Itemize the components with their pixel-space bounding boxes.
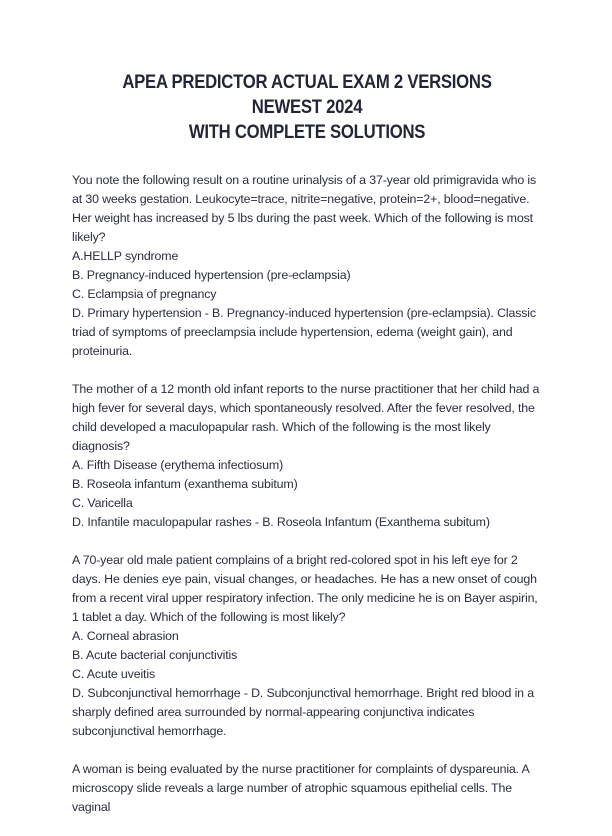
title-line-2: WITH COMPLETE SOLUTIONS [188,122,426,143]
title-line-1: APEA PREDICTOR ACTUAL EXAM 2 VERSIONS NEWEST 2024 [122,72,492,118]
question-4 [72,760,542,817]
answer-option: B. Acute bacterial conjunctivitis [72,648,238,662]
question-3 [72,551,542,741]
answer-option: D. Primary hypertension - B. Pregnancy-induced hypertension (pre-eclampsia). Classic triad of symptoms of preeclampsia include hypertension, edema (weight gain), and proteinuria. [72,306,536,358]
question-stem: You note the following result on a routine urinalysis of a 37-year old primigravida who is at 30 weeks gestation. Leukocyte=trace, nitrite=negative, protein=2+, blood=negative. Her weight has increased by 5 lbs during the past week. Which of the following is most likely? [72,173,537,244]
document-page [72,70,542,836]
document-title [100,70,514,145]
question-stem: The mother of a 12 month old infant reports to the nurse practitioner that her child had a high fever for several days, which spontaneously resolved. After the fever resolved, the child developed a maculopapular rash. Which of the following is the most likely diagnosis? [72,382,540,453]
question-1 [72,171,542,361]
question-2 [72,380,542,532]
question-stem: A 70-year old male patient complains of a bright red-colored spot in his left eye for 2 days. He denies eye pain, visual changes, or headaches. He has a new onset of cough from a recent viral upper respiratory infection. The only medicine he is on Bayer aspirin, 1 tablet a day. Which of the following is most likely? [72,553,538,624]
answer-option: D. Subconjunctival hemorrhage - D. Subconjunctival hemorrhage. Bright red blood in a sharply defined area surrounded by normal-appearing conjunctiva indicates subconjunctival hemorrhage. [72,686,534,738]
answer-option: C. Acute uveitis [72,667,155,681]
answer-option: C. Eclampsia of pregnancy [72,287,217,301]
answer-option: C. Varicella [72,496,133,510]
answer-option: A. Fifth Disease (erythema infectiosum) [72,458,284,472]
question-stem: A woman is being evaluated by the nurse practitioner for complaints of dyspareunia. A microscopy slide reveals a large number of atrophic squamous epithelial cells. The vaginal [72,762,529,814]
answer-option: A.HELLP syndrome [72,249,179,263]
answer-option: B. Roseola infantum (exanthema subitum) [72,477,298,491]
answer-option: A. Corneal abrasion [72,629,179,643]
answer-option: B. Pregnancy-induced hypertension (pre-eclampsia) [72,268,351,282]
answer-option: D. Infantile maculopapular rashes - B. Roseola Infantum (Exanthema subitum) [72,515,490,529]
